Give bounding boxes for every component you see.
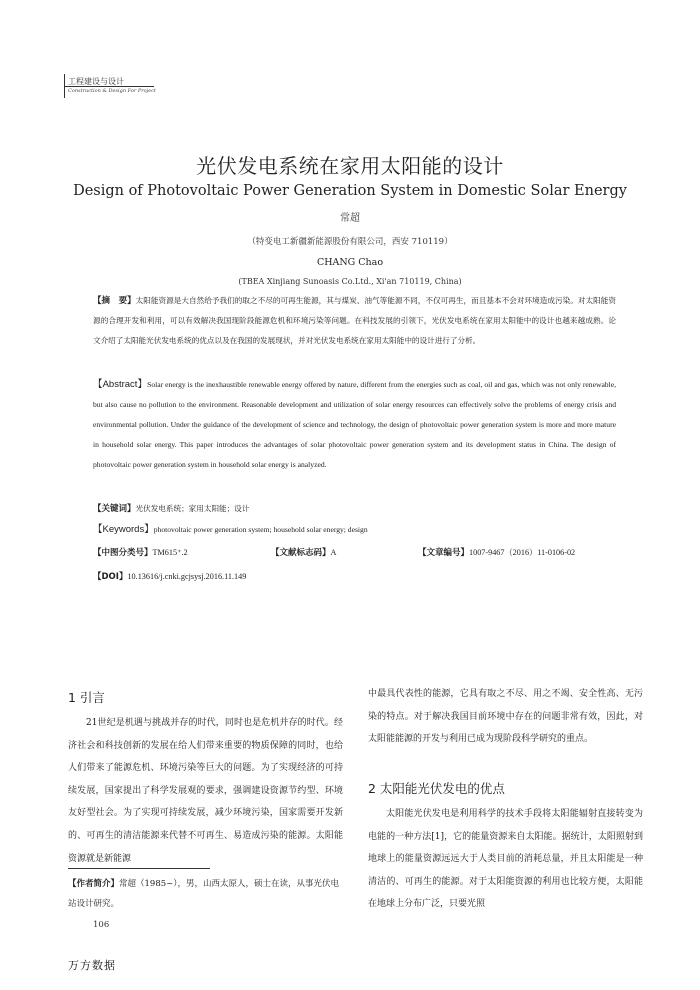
abstract-en-text: Solar energy is the inexhaustible renewable energy offered by nature, different from the energies such as coal, oil and gas, which was not only renewable, but also cause no pollution to the environment. Reasonable development and utilization of solar energy resources can effectively solve the problems of energy crisis and environmental pollution. Under the guidance of the development of science and technology, the design of photovoltaic power generation system is more and more mature in household solar energy. This paper introduces the advantages of solar photovoltaic power generation system and its development status in China. The design of photovoltaic power generation system in household solar energy is analyzed.	[93, 380, 616, 469]
journal-section-label-en: Construction & Design For Project	[68, 88, 156, 94]
document-code-label: 【文献标志码】	[271, 548, 331, 558]
doi-value[interactable]: 10.13616/j.cnki.gcjsysj.2016.11.149	[127, 572, 247, 581]
journal-section-label: 工程建设与设计	[68, 77, 124, 86]
abstract-cn-label: 【摘 要】	[93, 296, 136, 306]
author-footnote	[68, 874, 346, 914]
article-number	[418, 546, 575, 558]
keywords-cn-text: 光伏发电系统；家用太阳能；设计	[135, 504, 250, 513]
abstract-cn-text: 太阳能资源是大自然给予我们的取之不尽的可再生能源，其与煤炭、油气等能源不同，不仅可再生，而且基本不会对环境造成污染。对太阳能资源的合理开发和利用，可以有效解决我国现阶段能源危机和环境污染等问题。在科技发展的引领下，光伏发电系统在家用太阳能中的设计也越来越成熟。论文介绍了太阳能光伏发电系统的优点以及在我国的发展现状，并对光伏发电系统在家用太阳能中的设计进行了分析。	[93, 296, 616, 345]
clc-number	[93, 546, 188, 558]
abstract-en-label: 【Abstract】	[93, 379, 148, 390]
article-number-value: 1007-9467（2016）11-0106-02	[469, 548, 576, 557]
paper-title-en: Design of Photovoltaic Power Generation System in Domestic Solar Energy	[73, 183, 627, 199]
doi-label: 【DOI】	[93, 572, 128, 582]
affiliation-en: (TBEA Xinjiang Sunoasis Co.Ltd., Xi'an 710119, China)	[238, 277, 462, 286]
page-number: 106	[93, 920, 110, 930]
section-2-heading: 2 太阳能光伏发电的优点	[368, 781, 505, 796]
abstract-en	[93, 375, 616, 475]
footnote-rule	[68, 868, 210, 869]
section-1-text: 21世纪是机遇与挑战并存的时代，同时也是危机并存的时代。经济社会和科技创新的发展在给人们带来重要的物质保障的同时，也给人们带来了能源危机、环境污染等巨大的问题。为了实现经济的可持续发展，国家提出了科学发展观的要求，强调建设资源节约型、环境友好型社会。为了实现可持续发展，减少环境污染，国家需要开发新的、可再生的清洁能源来代替不可再生、易造成污染的能源。太阳能资源就是新能源	[68, 718, 343, 864]
abstract-cn	[93, 291, 616, 351]
doi	[93, 570, 246, 582]
author-name-cn: 常超	[340, 213, 360, 224]
section-1-heading: 1 引言	[68, 690, 105, 705]
clc-value: TM615⁺.2	[152, 548, 188, 557]
section-2-text: 太阳能光伏发电是利用科学的技术手段将太阳能辐射直接转变为电能的一种方法[1]，它的能量资源来自太阳能。据统计，太阳照射到地球上的能量资源远远大于人类目前的消耗总量，并且太阳能是一种清洁的、可再生的能源。对于太阳能资源的利用也比较方便，太阳能在地球上分布广泛，只要光照	[368, 809, 643, 910]
document-code-value: A	[330, 548, 337, 557]
keywords-cn-label: 【关键词】	[93, 504, 136, 514]
author-footnote-label: 【作者简介】	[68, 879, 120, 889]
watermark: 万方数据	[68, 959, 116, 972]
clc-label: 【中图分类号】	[93, 548, 153, 558]
keywords-en	[93, 520, 616, 540]
keywords-en-label: 【Keywords】	[93, 524, 154, 535]
article-number-label: 【文章编号】	[418, 548, 470, 558]
keywords-cn	[93, 499, 616, 519]
keywords-en-text: photovoltaic power generation system; household solar energy; design	[153, 525, 368, 534]
author-name-en: CHANG Chao	[316, 257, 384, 268]
document-code	[271, 546, 336, 558]
affiliation-cn: （特变电工新疆新能源股份有限公司，西安 710119）	[247, 237, 453, 247]
section-1-continued-text: 中最具代表性的能源，它具有取之不尽、用之不竭、安全性高、无污染的特点。对于解决我国目前环境中存在的问题非常有效，因此，对太阳能能源的开发与利用已成为现阶段科学研究的重点。	[368, 689, 643, 745]
paper-title-cn: 光伏发电系统在家用太阳能的设计	[196, 154, 504, 178]
author-footnote-text: 常超（1985~），男，山西太原人，硕士在读，从事光伏电站设计研究。	[68, 879, 340, 909]
